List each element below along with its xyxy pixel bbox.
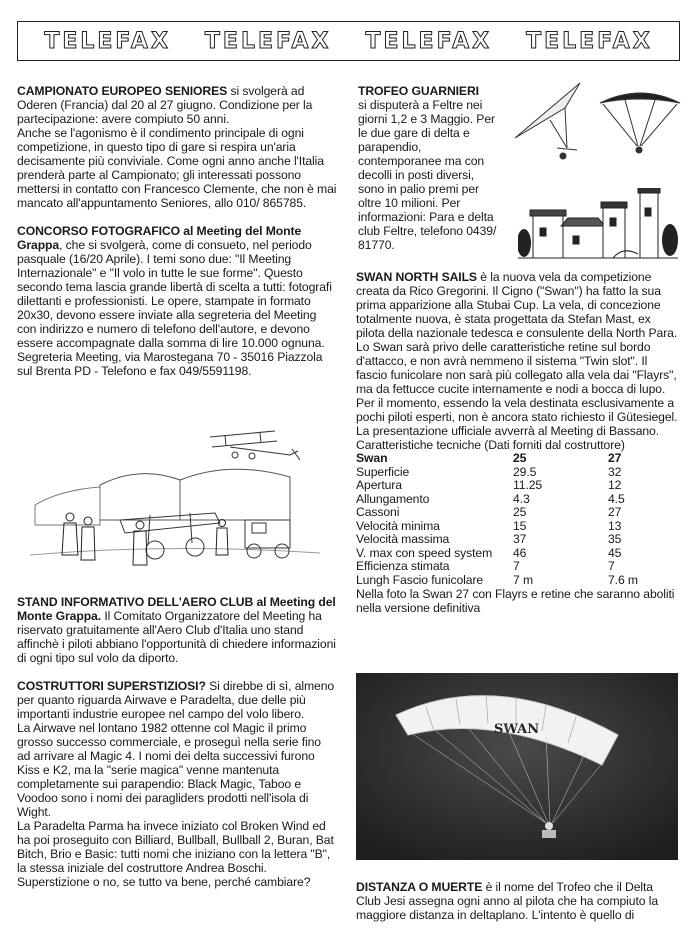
table-row — [356, 479, 638, 493]
table-cell: Superficie — [356, 464, 410, 479]
photo-note: Nella foto la Swan 27 con Flayrs e retine che saranno aboliti nella versione definitiva — [356, 587, 675, 615]
swan-text-2: Per il momento, essendo la vela destinata esclusivamente a pochi piloti esperti, non è ancora stato richiesto il Gütesiegel. La presentazione ufficiale avverrà al Meeting di Bassano. — [356, 396, 678, 438]
trofeo-article — [358, 84, 498, 252]
table-row — [356, 560, 638, 574]
concorso-title: CONCORSO FOTOGRAFICO al Meeting del Monte Grappa — [17, 224, 302, 252]
table-cell: 46 — [513, 545, 527, 560]
distanza-text: è il nome del Trofeo che il Delta Club Jesi assegna ogni anno al pilota che ha compiuto la maggiore distanza in deltaplano. L'intento è quello di — [356, 880, 658, 922]
campionato-article — [17, 84, 337, 126]
table-row — [356, 493, 638, 507]
vintage-car-icon — [245, 520, 290, 558]
swan-wing-logo: SWAN — [494, 722, 540, 737]
table-cell: 15 — [513, 518, 527, 533]
costruttori-text: Si direbbe di sì, almeno per quanto riguarda Airwave e Paradelta, due delle più importanti industrie europee nel campo del volo libero. — [17, 679, 335, 721]
distanza-title: DISTANZA O MUERTE — [356, 880, 483, 894]
table-cell: 25 — [513, 505, 527, 519]
concorso-article — [17, 224, 337, 350]
stand-title: STAND INFORMATIVO DELL'AERO CLUB al Meeting del Monte Grappa. — [17, 595, 336, 623]
specs-header-row — [356, 452, 638, 466]
table-cell: Velocità minima — [356, 518, 440, 533]
table-cell: 4.5 — [608, 491, 625, 506]
table-cell: 13 — [608, 518, 622, 533]
specs-caption: Caratteristiche tecniche (Dati forniti dal costruttore) — [356, 438, 625, 452]
table-cell: 37 — [513, 532, 527, 546]
table-cell: 29.5 — [513, 464, 537, 479]
swan-text: è la nuova vela da competizione creata da Rico Gregorini. Il Cigno ("Swan") ha fatto la sua prima apparizione alla Stubai Cup. La vela, di concezione totalmente nuova, è stata progettata da Stefan Mast, ex pilota della nazionale tedesca e consulente della North Para. Lo Swan sarà privo delle caratteristiche retine sul bordo d'attacco, e non avrà nemmeno il sistema "Twin slot". Il fascio funicolare non sarà più collegato alla vela dai "Flayrs", ma da fettucce cucite internamente e nodi a bocca di lupo. — [356, 270, 678, 396]
left-column-top — [17, 84, 337, 378]
campionato-text: si svolgerà ad Oderen (Francia) dal 20 al 27 giugno. Condizione per la partecipazione: avere compiuto 50 anni. — [17, 84, 313, 126]
header-word: TELEFAX — [204, 28, 332, 54]
paraglider-icon — [600, 93, 680, 153]
people-figures-icon — [62, 513, 228, 565]
table-cell: Efficienza stimata — [356, 559, 450, 573]
specs-table — [356, 452, 638, 587]
specs-header-cell: 25 — [513, 451, 527, 465]
swan-article — [356, 270, 678, 615]
table-cell: Lungh Fascio funicolare — [356, 572, 484, 587]
table-cell: 7 — [608, 559, 615, 573]
campionato-text-2: Anche se l'agonismo è il condimento principale di ogni competizione, in questo tipo di gare si respira un'aria decisamente più conviviale. Come ogni anno anche l'Italia prenderà parte al Campionato; gli interessati possono mettersi in contatto con Francesco Clemente, che non è mai mancato all'appuntamento Seniores, allo 010/ 865785. — [17, 126, 337, 210]
paraglider-photo-graphic — [356, 673, 678, 860]
table-row — [356, 574, 638, 588]
header-word: TELEFAX — [365, 28, 493, 54]
swan-paraglider-photo — [356, 673, 678, 860]
table-row — [356, 466, 638, 480]
feltre-castle-illustration — [518, 188, 678, 266]
costruttori-text-3: La Paradelta Parma ha invece iniziato col Broken Wind ed ha poi proseguito con Billiard, Bullball, Bullball 2, Buran, Bat Bitch, Brio e Basic: tutti nomi che iniziano con la lettera "B", la stessa iniziale del costruttore Andrea Boschi. Superstizione o no, se tutto va bene, perché cambiare? — [17, 819, 334, 889]
table-cell: Apertura — [356, 478, 402, 492]
table-cell: 27 — [608, 505, 622, 519]
table-cell: 35 — [608, 532, 622, 546]
table-cell: 11.25 — [513, 478, 543, 492]
header-word: TELEFAX — [526, 28, 653, 54]
swan-title: SWAN NORTH SAILS — [356, 270, 477, 284]
vintage-airfield-illustration — [30, 425, 320, 585]
trofeo-text: si disputerà a Feltre nei giorni 1,2 e 3 Maggio. Per le due gare di delta e parapendio, contemporanee ma con decolli in posti diversi, sono in palio premi per oltre 10 milioni. Per informazioni: Para e delta club Feltre, telefono 0439/ 81770. — [358, 98, 497, 252]
table-row — [356, 547, 638, 561]
stand-text: Il Comitato Organizzatore del Meeting ha riservato gratuitamente all'Aero Club d'Italia uno stand affinchè i piloti abbiano l'opportunità di chiedere informazioni di ogni tipo sul volo da diporto. — [17, 609, 336, 665]
table-row — [356, 533, 638, 547]
left-column-bottom — [17, 595, 337, 889]
distanza-article — [356, 880, 678, 922]
biplane-icon — [210, 431, 300, 460]
table-row — [356, 520, 638, 534]
hangglider-icon — [515, 83, 580, 159]
table-cell: 7.6 m — [608, 572, 638, 587]
costruttori-text-2: La Airwave nel lontano 1982 ottenne col Magic il primo grosso successo commerciale, e proseguì nella serie fino ad arrivare al Magic 4. I nomi dei delta successivi furono Kiss e K2, ma la "serie magica" venne mantenuta completamente sui parapendio: Black Magic, Taboo e Voodoo sono i nomi dei paragliders prodotti nell'isola di Wight. — [17, 721, 321, 819]
table-cell: V. max con speed system — [356, 545, 493, 560]
costruttori-article — [17, 679, 337, 721]
telefax-header — [17, 21, 680, 61]
campionato-title: CAMPIONATO EUROPEO SENIORES — [17, 84, 228, 98]
table-row — [356, 506, 638, 520]
table-cell: Cassoni — [356, 505, 400, 519]
concorso-text: , che si svolgerà, come di consueto, nel periodo pasquale (16/20 Aprile). I temi sono due: "Il Meeting Internazionale" e "Il volo in tutte le sue forme". Questo secondo tema lascia grande libertà di scelta a tutti: fotografi dilettanti e professionisti. Le opere, stampate in formato 20x30, devono essere inviate alla segreteria del Meeting con indirizzo e numero di telefono dell'autore, e devono essere accompagnate dalla somma di lire 10.000 ognuna. — [17, 238, 332, 350]
specs-header-cell: Swan — [356, 451, 388, 465]
header-word: TELEFAX — [44, 28, 171, 54]
table-cell: 7 m — [513, 572, 534, 587]
table-cell: Velocità massima — [356, 532, 450, 546]
table-cell: 45 — [608, 545, 622, 560]
table-cell: 4.3 — [513, 491, 530, 506]
table-cell: 32 — [608, 464, 622, 479]
hangglider-paraglider-illustration — [505, 78, 685, 173]
table-cell: 7 — [513, 559, 520, 573]
specs-header-cell: 27 — [608, 451, 622, 465]
costruttori-title: COSTRUTTORI SUPERSTIZIOSI? — [17, 679, 206, 693]
table-cell: 12 — [608, 478, 622, 492]
trofeo-title: TROFEO GUARNIERI — [358, 84, 479, 98]
stand-article — [17, 595, 337, 665]
table-cell: Allungamento — [356, 491, 430, 506]
concorso-address: Segreteria Meeting, via Marostegana 70 - 35016 Piazzola sul Brenta PD - Telefono e fax 049/5591198. — [17, 350, 323, 378]
